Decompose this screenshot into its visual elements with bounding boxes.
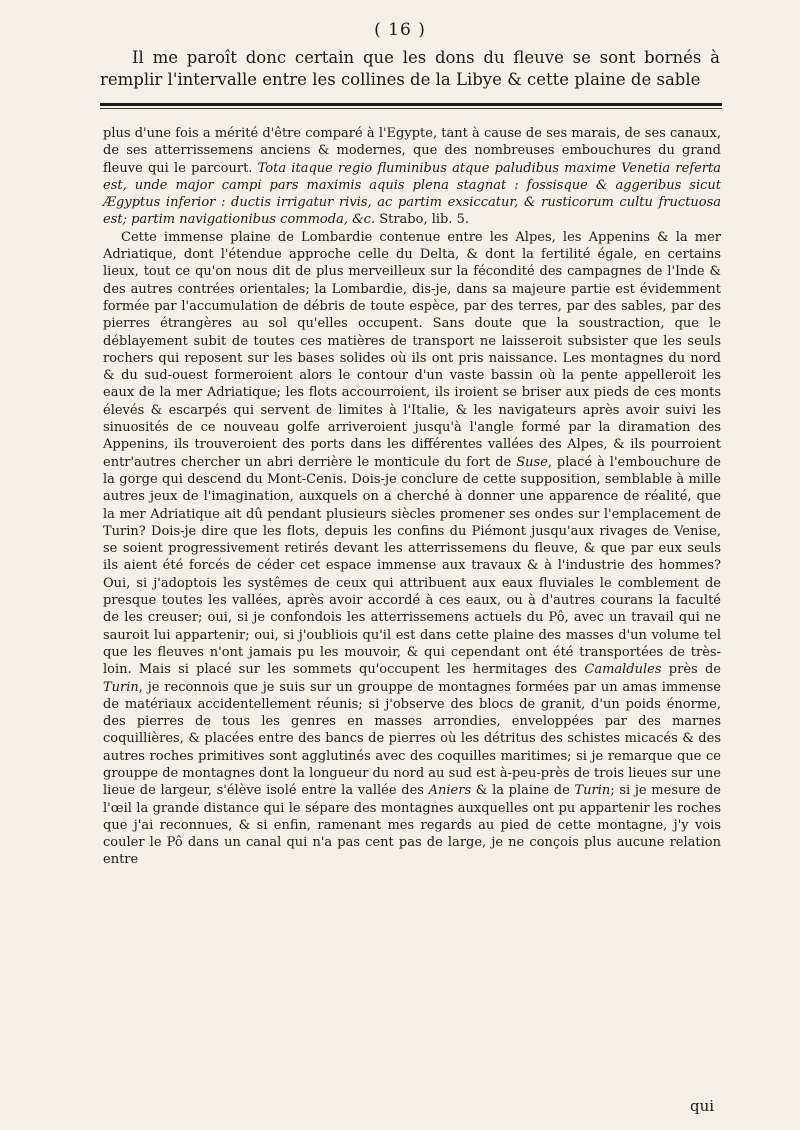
intro-text: Il me paroît donc certain que les dons du fleuve se sont bornés à remplir l'intervalle entre les collines de la Libye & cette plaine de sable bbox=[100, 48, 720, 89]
paragraph-text: , placé à l'embouchure de la gorge qui descend du Mont-Cenis. Dois-je conclure de cette supposition, semblable à mille autres jeux de l'imagination, auxquels on a cherché à donner une apparence de réalité, que la mer Adriatique ait dû pendant plusieurs siècles promener ses ondes sur l'emplacement de Turin? Dois-je dire que les flots, depuis les confins du Piémont jusqu'aux rivages de Venise, se soient progressivement retirés devant les atterrissemens du fleuve, & que par eux seuls ils aient été forcés de céder cet espace immense aux travaux & à l'industrie des hommes? Oui, si j'adoptois les systêmes de ceux qui attribuent aux eaux fluviales le comblement de presque toutes les vallées, après avoir accordé à ces eaux, ou à d'autres courans la faculté de les creuser; oui, si je confondois les atterrissemens actuels du Pô, avec un travail qui ne sauroit lui appartenir; oui, si j'oubliois qu'il est dans cette plaine des masses d'un volume tel que les fleuves n'ont jamais pu les mouvoir, & qui cependant ont été transportées de très-loin. Mais si placé sur les sommets qu'occupent les hermitages des bbox=[103, 454, 721, 678]
page-number: ( 16 ) bbox=[374, 20, 426, 40]
place-name: Turin bbox=[574, 783, 611, 799]
place-name: Turin bbox=[103, 679, 139, 695]
paragraph-text: ; si je mesure de l'œil la grande distance qui le sépare des montagnes auxquelles ont pu appartenir les roches que j'ai reconnues, & si enfin, ramenant mes regards au pied de cette montagne, j'y vois couler le Pô dans un canal qui n'a pas cent pas de large, je ne conçois plus aucune relation entre bbox=[103, 783, 721, 868]
citation: Strabo, lib. 5. bbox=[375, 212, 470, 228]
paragraph-strabo bbox=[103, 125, 721, 229]
latin-quotation: Tota itaque regio fluminibus atque paludibus maxime Venetia referta est, unde major campi pars maximis aquis plena stagnat : fossisque & aggeribus sicut Ægyptus inferior : ductis irrigatur rivis, ac partim exsiccatur, & rusticorum cultu fructuosa est; partim navigationibus commoda, &c. bbox=[103, 160, 721, 228]
place-name: Aniers bbox=[428, 783, 472, 799]
paragraph-text: , je reconnois que je suis sur un grouppe de montagnes formées par un amas immense de matériaux accidentellement réunis; si j'observe des blocs de granit, d'un poids énorme, des pierres de tous les genres en masses arrondies, enveloppées par des marnes coquillières, & placées entre des bancs de pierres où les détritus des schistes micacés & des autres roches primitives sont agglutinés avec des coquilles maritimes; si je remarque que ce grouppe de montagnes dont la longueur du nord au sud est à-peu-près de trois lieues sur une lieue de largeur, s'élève isolé entre la vallée des bbox=[103, 679, 721, 799]
paragraph-text: près de bbox=[661, 662, 721, 678]
body-text bbox=[103, 125, 721, 869]
catchword: qui bbox=[690, 1097, 715, 1115]
separator-rule-thin bbox=[100, 108, 722, 109]
paragraph-text: & la plaine de bbox=[471, 783, 575, 799]
paragraph-lombardie bbox=[103, 229, 721, 869]
separator-rule-thick bbox=[100, 103, 722, 106]
intro-paragraph bbox=[100, 47, 720, 91]
paragraph-text: plus d'une fois a mérité d'être comparé à l'Egypte, tant à cause de ses marais, de ses canaux, de ses atterrissemens anciens & modernes, que des nombreuses embouchures du grand fleuve qui le parcourt. bbox=[103, 126, 721, 176]
place-name: Camaldules bbox=[584, 662, 662, 678]
paragraph-text: Cette immense plaine de Lombardie contenue entre les Alpes, les Appenins & la mer Adriatique, dont l'étendue approche celle du Delta, & dont la fertilité égale, en certains lieux, tout ce qu'on nous dit de plus merveilleux sur la fécondité des campagnes de l'Inde & des autres contrées orientales; la Lombardie, dis-je, dans sa majeure partie est évidemment formée par l'accumulation de débris de toute espèce, par des terres, par des sables, par des pierres étrangères au sol qu'elles occupent. Sans doute que la soustraction, que le déblayement subit de toutes ces matières de transport ne laisseroit subsister que les seuls rochers qui reposent sur les bases solides où ils ont pris naissance. Les montagnes du nord & du sud-ouest formeroient alors le contour d'un vaste bassin où la pente appelleroit les eaux de la mer Adriatique; les flots accourroient, ils iroient se briser aux pieds de ces monts élevés & escarpés qui servent de limites à l'Italie, & les navigateurs après avoir suivi les sinuosités de ce nouveau golfe arriveroient jusqu'à l'angle formé par la diramation des Appenins, ils trouveroient des ports dans les différentes vallées des Alpes, & ils pourroient entr'autres chercher un abri derrière le monticule du fort de bbox=[103, 229, 721, 470]
place-name: Suse bbox=[516, 454, 548, 470]
